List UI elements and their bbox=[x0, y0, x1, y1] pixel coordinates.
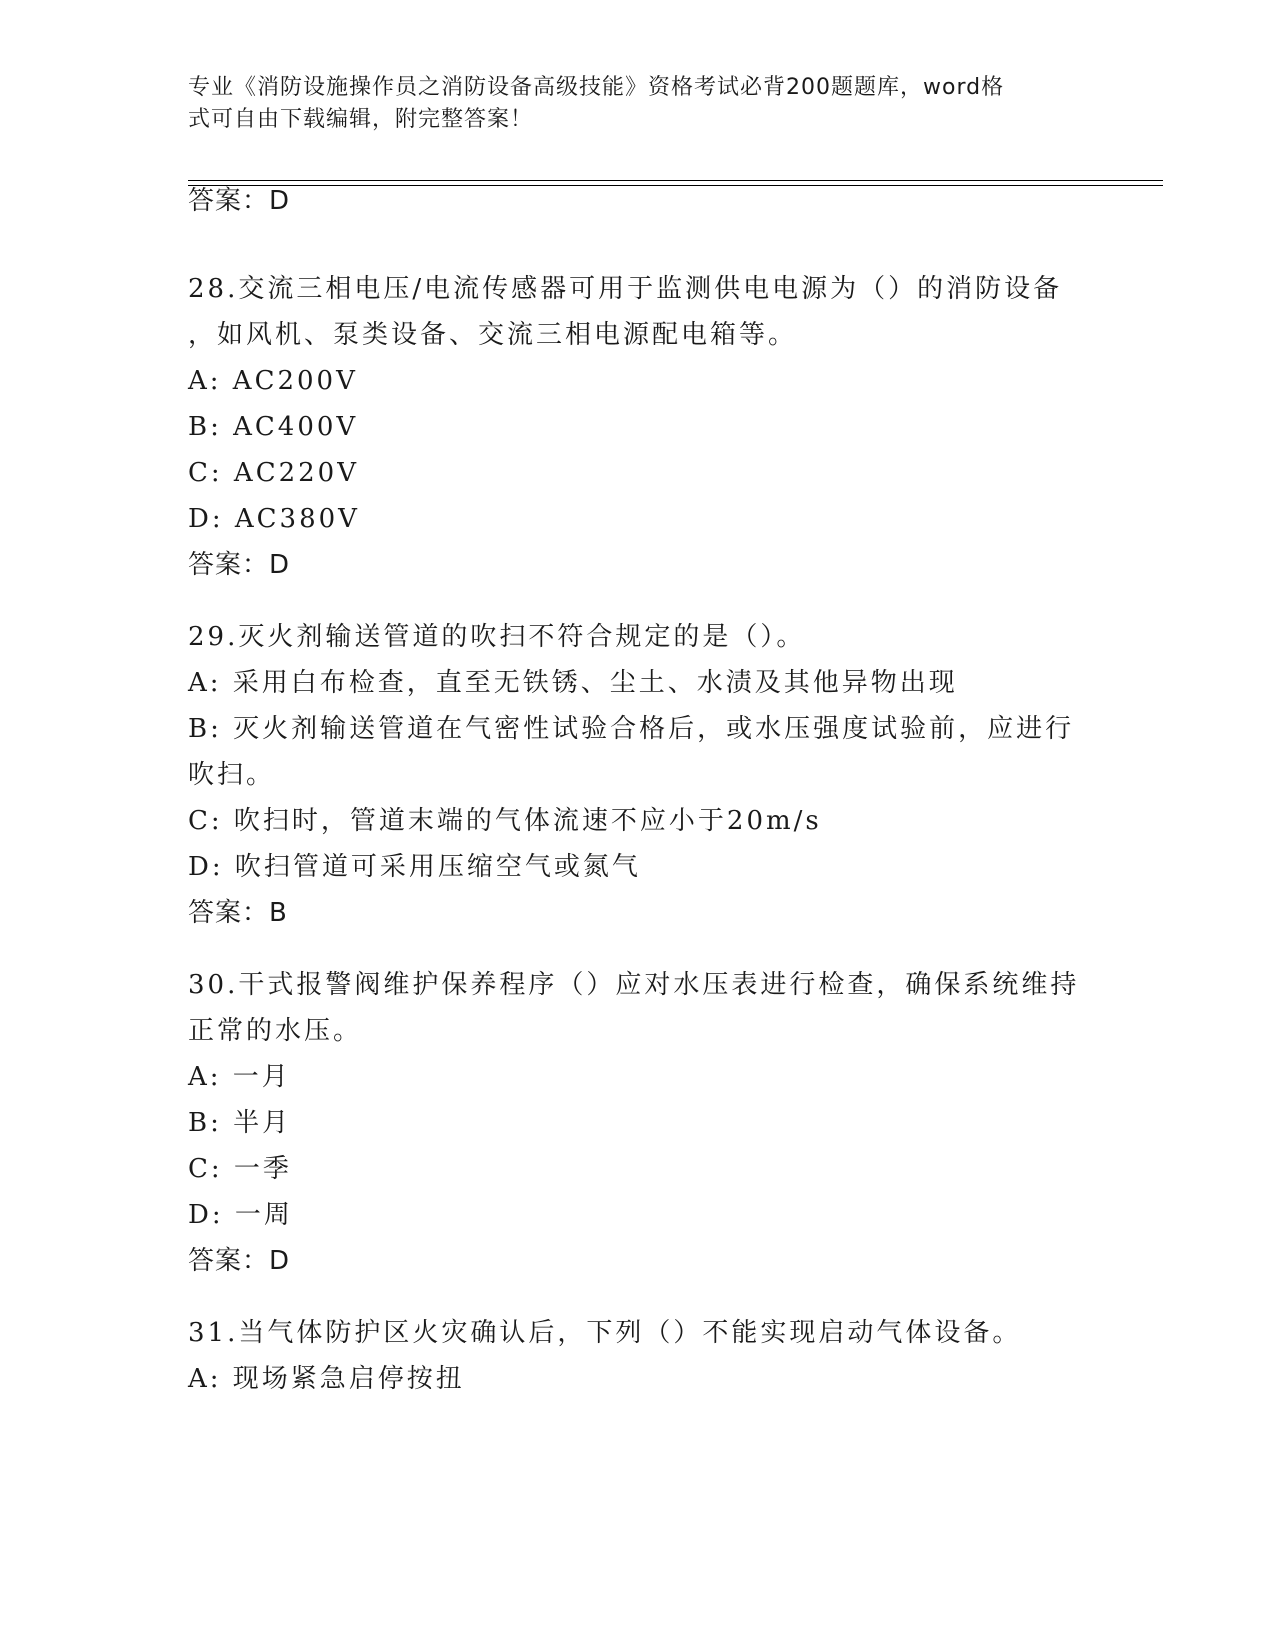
option-d: D: 吹扫管道可采用压缩空气或氮气 bbox=[188, 852, 641, 882]
answer-line: 答案：D bbox=[188, 1246, 291, 1276]
option-a: A: 现场紧急启停按扭 bbox=[188, 1364, 465, 1394]
answer-line: 答案：D bbox=[188, 550, 291, 580]
question-stem: 正常的水压。 bbox=[188, 1016, 363, 1046]
question-stem: 29.灭火剂输送管道的吹扫不符合规定的是（）。 bbox=[188, 622, 806, 652]
option-a: A: AC200V bbox=[188, 366, 358, 396]
question-28 bbox=[188, 266, 1108, 588]
option-c: C: 一季 bbox=[188, 1154, 292, 1184]
answer-line: 答案：D bbox=[188, 186, 291, 216]
question-30 bbox=[188, 962, 1108, 1284]
option-d: D: AC380V bbox=[188, 504, 360, 534]
answer-previous-question bbox=[188, 178, 1108, 224]
option-b: B: 半月 bbox=[188, 1108, 292, 1138]
option-b: B: 灭火剂输送管道在气密性试验合格后，或水压强度试验前，应进行 bbox=[188, 714, 1075, 744]
option-c: C: 吹扫时，管道末端的气体流速不应小于20m/s bbox=[188, 806, 822, 836]
question-stem: ，如风机、泵类设备、交流三相电源配电箱等。 bbox=[188, 320, 798, 350]
option-d: D: 一周 bbox=[188, 1200, 293, 1230]
option-b-continued: 吹扫。 bbox=[188, 760, 276, 790]
header-line-2: 式可自由下载编辑，附完整答案！ bbox=[188, 107, 534, 132]
question-stem: 30.干式报警阀维护保养程序（）应对水压表进行检查，确保系统维持 bbox=[188, 970, 1080, 1000]
answer-line: 答案：B bbox=[188, 898, 288, 928]
option-a: A: 一月 bbox=[188, 1062, 291, 1092]
header-line-1: 专业《消防设施操作员之消防设备高级技能》资格考试必背200题题库，word格 bbox=[188, 75, 1005, 100]
question-stem: 28.交流三相电压/电流传感器可用于监测供电电源为（）的消防设备 bbox=[188, 274, 1063, 304]
option-c: C: AC220V bbox=[188, 458, 359, 488]
question-31 bbox=[188, 1310, 1108, 1402]
document-header bbox=[188, 72, 1088, 136]
option-a: A: 采用白布检查，直至无铁锈、尘土、水渍及其他异物出现 bbox=[188, 668, 958, 698]
option-b: B: AC400V bbox=[188, 412, 359, 442]
question-stem: 31.当气体防护区火灾确认后，下列（）不能实现启动气体设备。 bbox=[188, 1318, 1022, 1348]
question-29 bbox=[188, 614, 1108, 936]
